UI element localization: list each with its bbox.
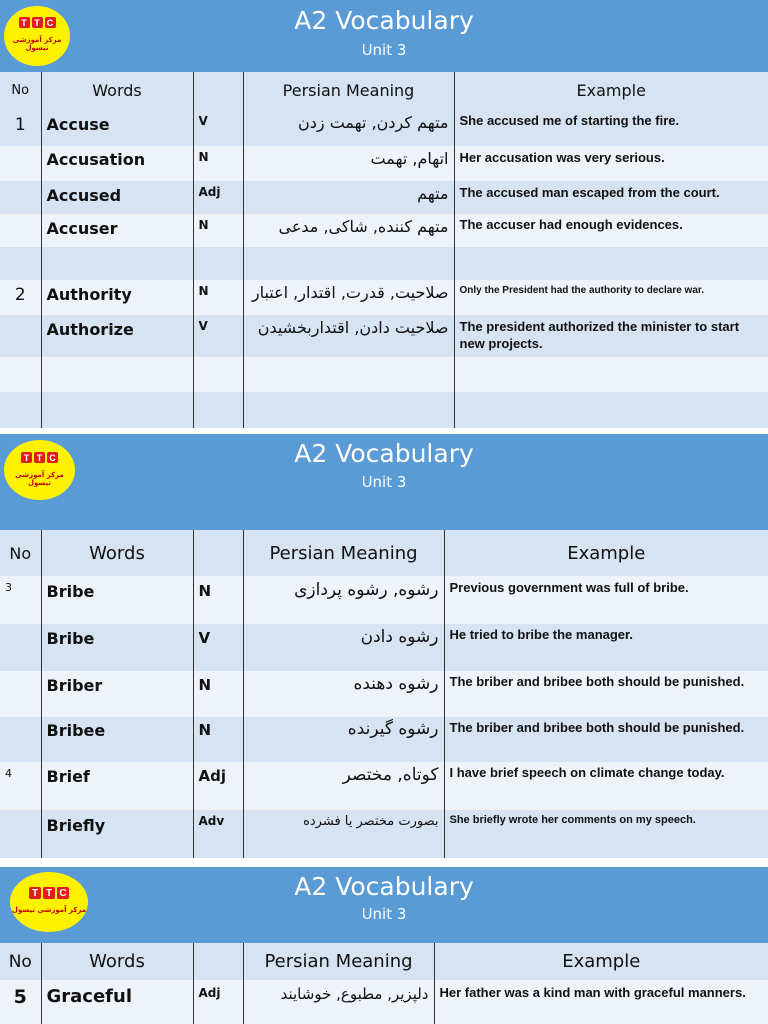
table-row: 2 Authority N صلاحیت, قدرت, اقتدار, اعتبار Only the President had the authority to declare war. xyxy=(0,280,768,315)
header-no: No xyxy=(0,530,41,576)
vocab-table xyxy=(0,72,768,428)
table-row: Briefly Adv بصورت مختصر یا فشرده She briefly wrote her comments on my speech. xyxy=(0,810,768,858)
slide-subtitle: Unit 3 xyxy=(361,41,407,59)
table-row xyxy=(0,392,768,428)
header-persian: Persian Meaning xyxy=(243,72,454,109)
slide-subtitle: Unit 3 xyxy=(361,905,407,923)
logo-caption: مرکز آموزشی تیسول xyxy=(12,36,62,52)
logo-letter: T xyxy=(34,452,45,463)
table-row xyxy=(0,247,768,280)
slide-title: A2 Vocabulary xyxy=(294,872,474,901)
table-row: Briber N رشوه دهنده The briber and bribee both should be punished. xyxy=(0,671,768,717)
slide-title: A2 Vocabulary xyxy=(294,6,474,35)
header-words: Words xyxy=(41,943,193,980)
logo-caption: مرکز آموزشی تیسول xyxy=(11,906,87,914)
table-row: Accusation N اتهام, تهمت Her accusation was very serious. xyxy=(0,146,768,181)
slide-title: A2 Vocabulary xyxy=(294,439,474,468)
vocab-slide-2 xyxy=(0,434,768,858)
slide-banner xyxy=(0,867,768,943)
logo-letter: T xyxy=(29,887,41,899)
vocab-table xyxy=(0,943,768,1024)
logo-letter: C xyxy=(47,452,58,463)
header-persian: Persian Meaning xyxy=(243,943,434,980)
logo-caption: مرکز آموزشی تیسول xyxy=(15,471,64,487)
header-example: Example xyxy=(444,530,768,576)
table-row: 3 Bribe N رشوه, رشوه پردازی Previous government was full of bribe. xyxy=(0,576,768,624)
table-row: 4 Brief Adj کوتاه, مختصر I have brief speech on climate change today. xyxy=(0,762,768,810)
slide-banner xyxy=(0,434,768,530)
table-row: Bribee N رشوه گیرنده The briber and bribee both should be punished. xyxy=(0,717,768,762)
logo-letter: T xyxy=(19,17,30,28)
table-row xyxy=(0,357,768,392)
table-row: Authorize V صلاحیت دادن, اقتداربخشیدن The president authorized the minister to start new projects. xyxy=(0,315,768,357)
logo-letter: T xyxy=(21,452,32,463)
logo-letter: T xyxy=(43,887,55,899)
table-header-row xyxy=(0,72,768,109)
header-no: No xyxy=(0,72,41,109)
slide-banner xyxy=(0,0,768,72)
logo-letter: T xyxy=(32,17,43,28)
table-row: 5 Graceful Adj دلپزیر, مطبوع, خوشایند Her father was a kind man with graceful manners. xyxy=(0,980,768,1024)
vocab-slide-3 xyxy=(0,867,768,1024)
logo-letter: C xyxy=(45,17,56,28)
header-words: Words xyxy=(41,72,193,109)
table-header-row xyxy=(0,530,768,576)
header-example: Example xyxy=(454,72,768,109)
slide-subtitle: Unit 3 xyxy=(361,473,407,491)
header-words: Words xyxy=(41,530,193,576)
table-row: Accused Adj متهم The accused man escaped from the court. xyxy=(0,181,768,214)
vocab-slide-1 xyxy=(0,0,768,428)
header-example: Example xyxy=(434,943,768,980)
header-no: No xyxy=(0,943,41,980)
table-row: 1 Accuse V متهم کردن, تهمت زدن She accused me of starting the fire. xyxy=(0,109,768,146)
logo-letter: C xyxy=(57,887,69,899)
table-row: Accuser N متهم کننده, شاکی, مدعی The accuser had enough evidences. xyxy=(0,214,768,247)
vocab-table xyxy=(0,530,768,858)
table-row: Bribe V رشوه دادن He tried to bribe the manager. xyxy=(0,624,768,671)
header-persian: Persian Meaning xyxy=(243,530,444,576)
table-header-row xyxy=(0,943,768,980)
